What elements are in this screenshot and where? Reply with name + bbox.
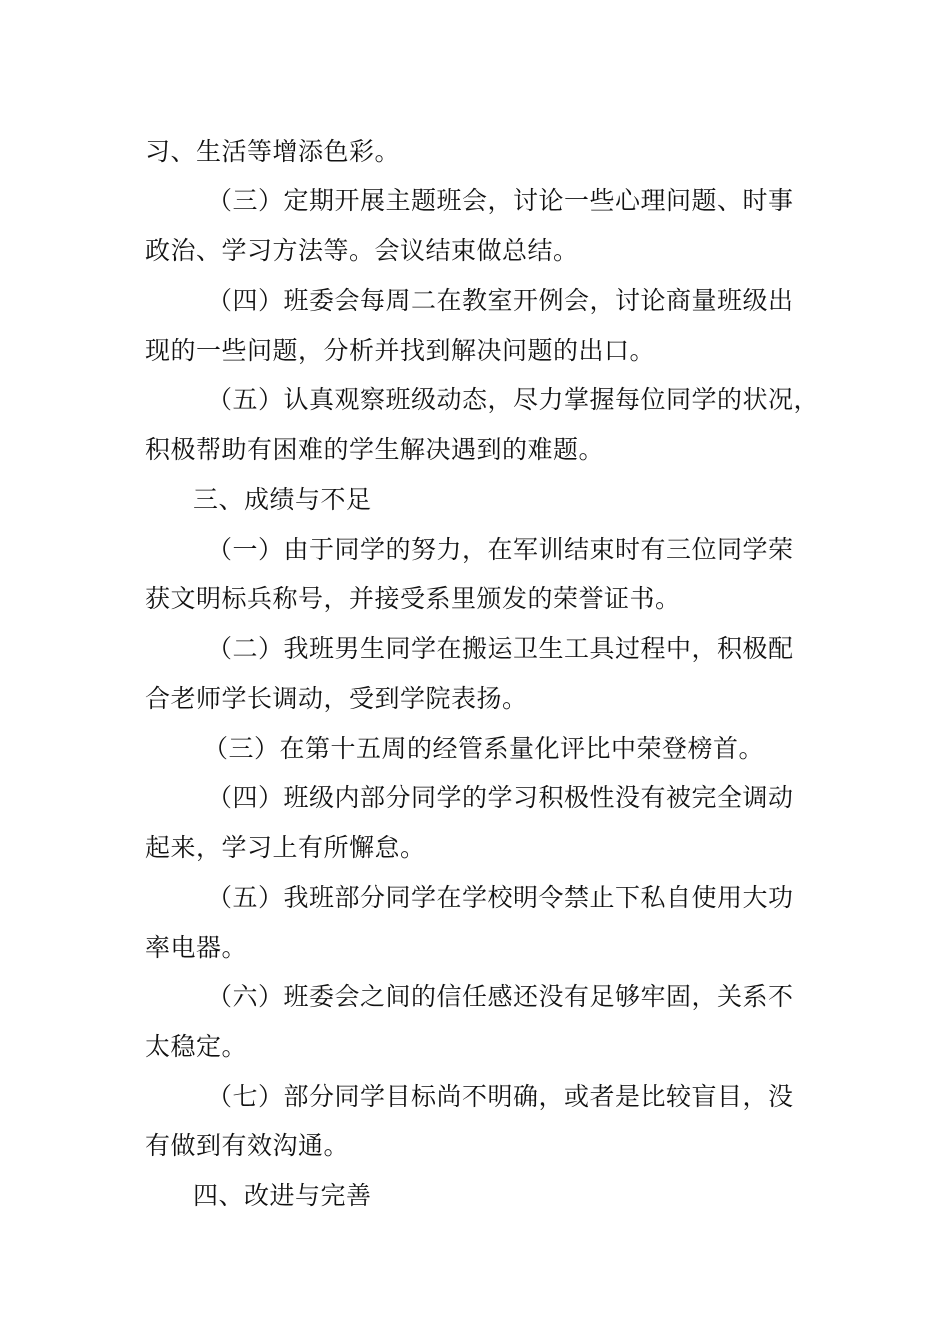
text-line: （六）班委会之间的信任感还没有足够牢固，关系不 — [207, 982, 794, 1011]
text-line: 合老师学长调动，受到学院表扬。 — [145, 684, 528, 713]
text-line: 太稳定。 — [145, 1032, 248, 1061]
text-line: （四）班级内部分同学的学习积极性没有被完全调动 — [207, 783, 794, 812]
text-line: （四）班委会每周二在教室开例会，讨论商量班级出 — [207, 286, 794, 315]
text-line: （三）定期开展主题班会，讨论一些心理问题、时事 — [207, 186, 794, 215]
text-line: 起来，学习上有所懈怠。 — [145, 833, 426, 862]
text-line: 有做到有效沟通。 — [145, 1131, 350, 1160]
text-line: （一）由于同学的努力，在军训结束时有三位同学荣 — [207, 535, 794, 564]
section-heading: 三、成绩与不足 — [193, 485, 372, 514]
text-line: （五）认真观察班级动态，尽力掌握每位同学的状况， — [207, 385, 820, 414]
text-line: 积极帮助有困难的学生解决遇到的难题。 — [145, 435, 605, 464]
text-line: （五）我班部分同学在学校明令禁止下私自使用大功 — [207, 883, 794, 912]
text-line: （三）在第十五周的经管系量化评比中荣登榜首。 — [203, 734, 765, 763]
text-line: （二）我班男生同学在搬运卫生工具过程中，积极配 — [207, 634, 794, 663]
text-line: （七）部分同学目标尚不明确，或者是比较盲目，没 — [207, 1082, 794, 1111]
section-heading: 四、改进与完善 — [193, 1181, 372, 1210]
text-line: 政治、学习方法等。会议结束做总结。 — [145, 236, 579, 265]
text-line: 现的一些问题，分析并找到解决问题的出口。 — [145, 336, 656, 365]
text-line: 率电器。 — [145, 933, 248, 962]
text-line: 获文明标兵称号，并接受系里颁发的荣誉证书。 — [145, 584, 681, 613]
text-line: 习、生活等增添色彩。 — [145, 137, 401, 166]
